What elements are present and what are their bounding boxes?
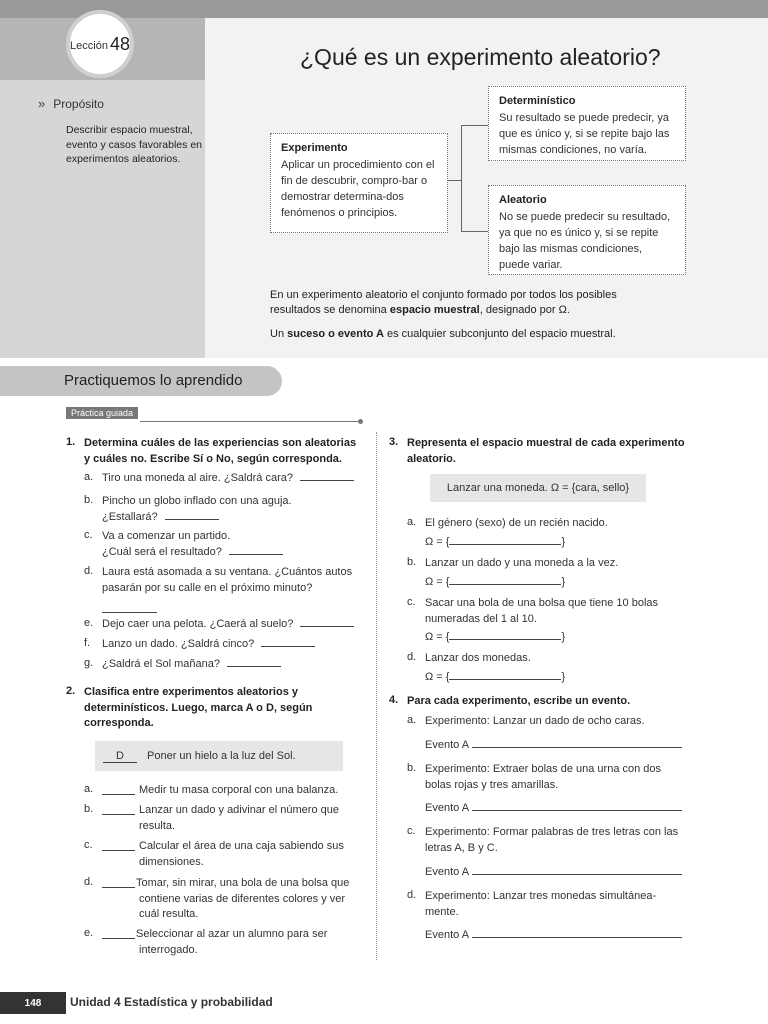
answer-blank[interactable] <box>102 878 135 888</box>
question-prompt: Clasifica entre experimentos aleatorios y determinísticos. Luego, marca A o D, según corresponda. <box>84 686 313 729</box>
event-answer <box>425 928 682 944</box>
answer-blank[interactable] <box>449 535 561 545</box>
item-text <box>102 617 354 633</box>
experiment-title: Experimento <box>281 142 348 154</box>
lesson-label: Lección <box>70 40 108 52</box>
item-text: resulta. <box>139 820 176 832</box>
def-text: , designado por Ω. <box>479 304 570 316</box>
answer-blank[interactable] <box>449 670 561 680</box>
item-text: cuál resulta. <box>139 908 199 920</box>
item-text: Va a comenzar un partido. <box>102 530 231 542</box>
item-text: Experimento: Extraer bolas de una urna con dos <box>425 763 662 775</box>
item-text: bolas rojas y tres amarillas. <box>425 779 559 791</box>
double-chevron-icon: » <box>38 96 46 111</box>
item-text: Calcular el área de una caja sabiendo sus <box>139 840 344 852</box>
item-text: Sacar una bola de una bolsa que tiene 10 bolas <box>425 597 659 609</box>
answer-blank[interactable] <box>102 785 135 795</box>
item-letter: a. <box>84 783 94 795</box>
event-label: Evento A <box>425 929 469 941</box>
example-answer: D <box>103 750 137 763</box>
lesson-number: 48 <box>109 33 130 54</box>
item-letter: a. <box>84 471 94 483</box>
answer-blank[interactable] <box>102 929 135 939</box>
def-bold: suceso o evento A <box>287 328 384 340</box>
unit-title: Unidad 4 Estadística y probabilidad <box>70 995 273 1009</box>
event-answer <box>425 801 682 817</box>
experiment-text: Aplicar un procedimiento con el fin de descubrir, compro-bar o demostrar determina-dos fenómenos o principios. <box>281 159 435 219</box>
item-text: Pincho un globo inflado con una aguja. <box>102 495 292 507</box>
omega-open: Ω = { <box>425 671 450 683</box>
def-text: es cualquier subconjunto del espacio muestral. <box>383 328 616 340</box>
item-text: interrogado. <box>139 944 198 956</box>
connector-line <box>448 180 462 181</box>
item-text <box>102 545 283 561</box>
item-letter: c. <box>84 839 93 851</box>
item-text: Tomar, sin mirar, una bola de una bolsa que <box>136 877 350 889</box>
answer-blank[interactable] <box>165 510 219 520</box>
omega-open: Ω = { <box>425 576 450 588</box>
purpose-text: Describir espacio muestral, evento y casos favorables en experimentos aleatorios. <box>66 124 202 165</box>
item-letter: b. <box>407 762 417 774</box>
deterministic-box <box>488 86 686 161</box>
omega-answer <box>425 670 565 686</box>
event-label: Evento A <box>425 739 469 751</box>
answer-blank[interactable] <box>472 928 682 938</box>
def-text: En un experimento aleatorio el conjunto formado por todos los posibles resultados se denomina <box>270 289 617 316</box>
item-letter: c. <box>407 596 416 608</box>
question-prompt: Determina cuáles de las experiencias son aleatorias y cuáles no. Escribe Sí o No, según corresponda. <box>84 437 357 465</box>
item-letter: b. <box>84 803 94 815</box>
question-number: 3. <box>389 436 399 448</box>
omega-close: } <box>561 576 566 588</box>
random-title: Aleatorio <box>499 194 547 206</box>
answer-blank[interactable] <box>472 738 682 748</box>
answer-blank[interactable] <box>300 471 354 481</box>
omega-open: Ω = { <box>425 631 450 643</box>
item-letter: e. <box>84 617 94 629</box>
answer-blank[interactable] <box>102 841 135 851</box>
item-letter: b. <box>84 494 94 506</box>
item-text <box>102 657 281 673</box>
event-answer <box>425 865 682 881</box>
answer-blank[interactable] <box>227 657 281 667</box>
answer-blank[interactable] <box>300 617 354 627</box>
omega-answer <box>425 535 565 551</box>
column-divider <box>376 432 377 960</box>
deterministic-text: Su resultado se puede predecir, ya que es único y, si se repite bajo las mismas condiciones, no varía. <box>499 112 670 156</box>
item-letter: a. <box>407 516 417 528</box>
example-text: Poner un hielo a la luz del Sol. <box>147 750 296 762</box>
event-answer <box>425 738 682 754</box>
guided-practice-tag: Práctica guiada <box>66 407 138 419</box>
deterministic-title: Determinístico <box>499 95 576 107</box>
item-text: Medir tu masa corporal con una balanza. <box>139 784 339 796</box>
item-text: Lanzar un dado y una moneda a la vez. <box>425 557 619 569</box>
item-text: dimensiones. <box>139 856 204 868</box>
item-letter: d. <box>407 651 417 663</box>
connector-line <box>461 231 488 232</box>
item-letter: g. <box>84 657 94 669</box>
omega-close: } <box>561 536 566 548</box>
item-letter: f. <box>84 637 91 649</box>
answer-blank[interactable] <box>472 865 682 875</box>
item-text: contiene varias de diferentes colores y ver <box>139 893 346 905</box>
answer-blank[interactable] <box>449 575 561 585</box>
omega-close: } <box>561 631 566 643</box>
question-number: 4. <box>389 694 399 706</box>
answer-blank[interactable] <box>229 545 283 555</box>
sample-space-definition <box>270 288 650 318</box>
example-box: Lanzar una moneda. Ω = {cara, sello} <box>430 474 646 502</box>
lesson-badge <box>66 10 134 78</box>
question-prompt: Para cada experimento, escribe un evento. <box>407 695 631 707</box>
answer-blank[interactable] <box>449 630 561 640</box>
item-text: El género (sexo) de un recién nacido. <box>425 517 608 529</box>
item-letter: c. <box>84 529 93 541</box>
item-text-line: ¿Saldrá el Sol mañana? <box>102 658 221 670</box>
tag-rule-dot <box>358 419 363 424</box>
answer-blank[interactable] <box>472 801 682 811</box>
def-text: Un <box>270 328 288 340</box>
answer-blank[interactable] <box>102 805 135 815</box>
omega-answer <box>425 575 565 591</box>
tag-rule <box>140 421 360 422</box>
page-number: 148 <box>0 992 66 1014</box>
item-text-line: Tiro una moneda al aire. ¿Saldrá cara? <box>102 472 293 484</box>
item-letter: c. <box>407 825 416 837</box>
item-text-line: ¿Cuál será el resultado? <box>102 546 222 558</box>
item-text-line: Lanzo un dado. ¿Saldrá cinco? <box>102 638 255 650</box>
purpose-heading <box>38 96 104 111</box>
random-text: No se puede predecir su resultado, ya que no es único y, si se repite bajo las mismas condiciones, puede variar. <box>499 211 671 271</box>
item-text: Lanzar dos monedas. <box>425 652 531 664</box>
omega-answer <box>425 630 565 646</box>
connector-line <box>461 125 462 232</box>
item-text: Seleccionar al azar un alumno para ser <box>136 928 328 940</box>
item-text-line: Dejo caer una pelota. ¿Caerá al suelo? <box>102 618 294 630</box>
question-number: 1. <box>66 436 76 448</box>
item-text: Experimento: Lanzar tres monedas simultánea- <box>425 890 657 902</box>
item-letter: b. <box>407 556 417 568</box>
random-box <box>488 185 686 275</box>
practice-title: Practiquemos lo aprendido <box>64 372 243 389</box>
question-prompt: Representa el espacio muestral de cada experimento aleatorio. <box>407 437 685 465</box>
connector-line <box>461 125 488 126</box>
event-definition <box>270 327 690 342</box>
item-text: Lanzar un dado y adivinar el número que <box>139 804 339 816</box>
event-label: Evento A <box>425 802 469 814</box>
item-letter: e. <box>84 927 94 939</box>
item-text: Laura está asomada a su ventana. ¿Cuántos autos pasarán por su calle en el próximo minuto? <box>102 566 353 594</box>
item-letter: a. <box>407 714 417 726</box>
purpose-heading-text: Propósito <box>53 96 104 111</box>
answer-blank[interactable] <box>261 637 315 647</box>
item-text: Experimento: Formar palabras de tres letras con las <box>425 826 679 838</box>
question-number: 2. <box>66 685 76 697</box>
item-text <box>102 637 315 653</box>
experiment-box <box>270 133 448 233</box>
item-text: mente. <box>425 906 459 918</box>
item-text-line: ¿Estallará? <box>102 511 158 523</box>
def-bold: espacio muestral <box>389 304 480 316</box>
item-letter: d. <box>84 876 94 888</box>
item-letter: d. <box>84 565 94 577</box>
page-title: ¿Qué es un experimento aleatorio? <box>300 44 661 70</box>
omega-close: } <box>561 671 566 683</box>
example-box <box>95 741 343 771</box>
omega-open: Ω = { <box>425 536 450 548</box>
answer-blank[interactable] <box>102 602 157 616</box>
item-letter: d. <box>407 889 417 901</box>
item-text: Experimento: Lanzar un dado de ocho caras. <box>425 715 645 727</box>
item-text: numeradas del 1 al 10. <box>425 613 537 625</box>
event-label: Evento A <box>425 866 469 878</box>
item-text <box>102 471 354 487</box>
item-text: letras A, B y C. <box>425 842 498 854</box>
item-text <box>102 510 219 526</box>
